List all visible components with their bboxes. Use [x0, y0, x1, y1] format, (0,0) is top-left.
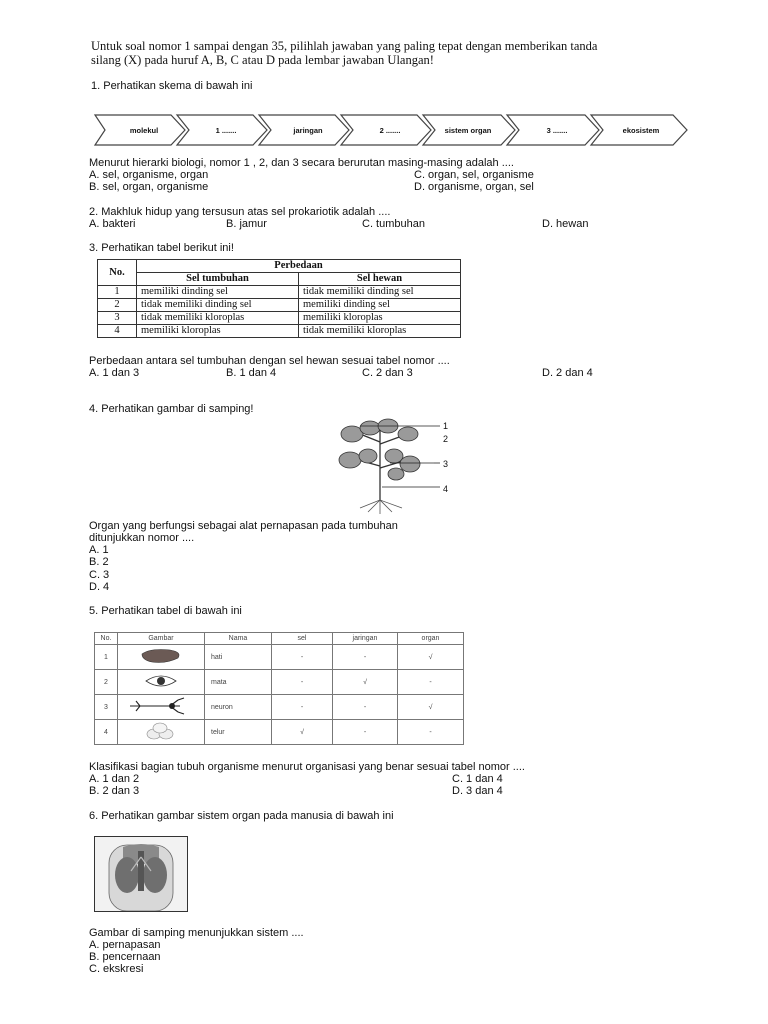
- q5-option-c[interactable]: C. 1 dan 4: [452, 773, 503, 785]
- q3-row-animal: tidak memiliki dinding sel: [299, 286, 461, 299]
- schema-label-1: 1 .......: [215, 125, 237, 135]
- q3-row-plant: memiliki kloroplas: [137, 325, 299, 338]
- plant-label-3: 3: [443, 459, 449, 469]
- q5-row-no: 4: [95, 720, 118, 745]
- schema-label-3: 3 .......: [546, 125, 568, 135]
- q5-row-organ: √: [398, 695, 464, 720]
- q5-row-no: 2: [95, 670, 118, 695]
- q5-row-jaringan: √: [333, 670, 398, 695]
- table-row: [98, 325, 461, 338]
- q5-row-sel: -: [272, 645, 333, 670]
- instructions-line-2: silang (X) pada huruf A, B, C atau D pada lembar jawaban Ulangan!: [91, 53, 434, 67]
- plant-label-2: 2: [443, 434, 449, 444]
- q6-question: Gambar di samping menunjukkan sistem ....: [89, 927, 304, 939]
- q1-option-a[interactable]: A. sel, organisme, organ: [89, 169, 209, 181]
- schema-label-2: 2 .......: [379, 125, 401, 135]
- q5-row-nama: telur: [205, 720, 272, 745]
- q3-row-no: 2: [98, 299, 137, 312]
- hierarchy-schema: [93, 113, 689, 147]
- q1-question: Menurut hierarki biologi, nomor 1 , 2, dan 3 secara berurutan masing-masing adalah ....: [89, 157, 514, 169]
- q3-row-animal: memiliki dinding sel: [299, 299, 461, 312]
- q3-header-no: No.: [98, 260, 137, 286]
- q3-row-plant: memiliki dinding sel: [137, 286, 299, 299]
- q3-table: [97, 259, 461, 338]
- q5-header-nama: Nama: [205, 633, 272, 645]
- q6-option-c[interactable]: C. ekskresi: [89, 963, 144, 975]
- table-row: [95, 645, 464, 670]
- q5-row-jaringan: -: [333, 720, 398, 745]
- q5-header-organ: organ: [398, 633, 464, 645]
- q3-row-plant: tidak memiliki dinding sel: [137, 299, 299, 312]
- q5-row-no: 1: [95, 645, 118, 670]
- q5-row-sel: -: [272, 670, 333, 695]
- q1-option-d[interactable]: D. organisme, organ, sel: [414, 181, 534, 193]
- schema-label-sistem-organ: sistem organ: [444, 125, 492, 135]
- q2-option-b[interactable]: B. jamur: [226, 218, 267, 230]
- q4-option-b[interactable]: B. 2: [89, 556, 109, 568]
- q6-option-a[interactable]: A. pernapasan: [89, 939, 161, 951]
- q2-option-c[interactable]: C. tumbuhan: [362, 218, 425, 230]
- q3-row-plant: tidak memiliki kloroplas: [137, 312, 299, 325]
- q5-row-organ: -: [398, 670, 464, 695]
- q4-question-line-1: Organ yang berfungsi sebagai alat pernapasan pada tumbuhan: [89, 520, 398, 532]
- eye-image: [118, 670, 205, 695]
- q3-row-animal: memiliki kloroplas: [299, 312, 461, 325]
- table-row: [98, 299, 461, 312]
- table-row: [95, 695, 464, 720]
- q4-option-d[interactable]: D. 4: [89, 581, 110, 593]
- table-row: [98, 312, 461, 325]
- q2-question: 2. Makhluk hidup yang tersusun atas sel prokariotik adalah ....: [89, 206, 391, 218]
- plant-roots: [360, 500, 402, 514]
- q5-option-d[interactable]: D. 3 dan 4: [452, 785, 503, 797]
- q5-row-sel: √: [272, 720, 333, 745]
- q5-row-jaringan: -: [333, 695, 398, 720]
- q3-row-no: 1: [98, 286, 137, 299]
- q3-option-c[interactable]: C. 2 dan 3: [362, 367, 413, 379]
- q5-row-no: 3: [95, 695, 118, 720]
- q4-question-line-2: ditunjukkan nomor ....: [89, 532, 195, 544]
- table-row: [95, 670, 464, 695]
- q3-row-animal: tidak memiliki kloroplas: [299, 325, 461, 338]
- q3-option-b[interactable]: B. 1 dan 4: [226, 367, 277, 379]
- eggs-image: [118, 720, 205, 745]
- q5-row-sel: -: [272, 695, 333, 720]
- q5-header-no: No.: [95, 633, 118, 645]
- instructions-line-1: Untuk soal nomor 1 sampai dengan 35, pilihlah jawaban yang paling tepat dengan memberikan tanda: [91, 39, 598, 53]
- q3-option-a[interactable]: A. 1 dan 3: [89, 367, 140, 379]
- q6-option-b[interactable]: B. pencernaan: [89, 951, 161, 963]
- q5-option-a[interactable]: A. 1 dan 2: [89, 773, 140, 785]
- q4-option-c[interactable]: C. 3: [89, 569, 110, 581]
- q2-option-d[interactable]: D. hewan: [542, 218, 589, 230]
- q1-option-c[interactable]: C. organ, sel, organisme: [414, 169, 534, 181]
- table-row: [95, 720, 464, 745]
- liver-image: [118, 645, 205, 670]
- q3-row-no: 4: [98, 325, 137, 338]
- q5-header-sel: sel: [272, 633, 333, 645]
- neuron-image: [118, 695, 205, 720]
- plant-label-1: 1: [443, 421, 449, 431]
- table-row: [98, 286, 461, 299]
- q5-row-nama: hati: [205, 645, 272, 670]
- q5-row-nama: neuron: [205, 695, 272, 720]
- organ-system-image: [94, 836, 188, 912]
- q3-option-d[interactable]: D. 2 dan 4: [542, 367, 593, 379]
- q5-header-gambar: Gambar: [118, 633, 205, 645]
- q5-option-b[interactable]: B. 2 dan 3: [89, 785, 140, 797]
- q5-header-jaringan: jaringan: [333, 633, 398, 645]
- q3-header-animal: Sel hewan: [299, 273, 461, 286]
- q3-prompt: 3. Perhatikan tabel berikut ini!: [89, 242, 234, 254]
- q5-prompt: 5. Perhatikan tabel di bawah ini: [89, 605, 242, 617]
- q5-row-nama: mata: [205, 670, 272, 695]
- q3-question: Perbedaan antara sel tumbuhan dengan sel hewan sesuai tabel nomor ....: [89, 355, 450, 367]
- q4-prompt: 4. Perhatikan gambar di samping!: [89, 403, 254, 415]
- q5-row-organ: -: [398, 720, 464, 745]
- q4-option-a[interactable]: A. 1: [89, 544, 109, 556]
- q6-prompt: 6. Perhatikan gambar sistem organ pada manusia di bawah ini: [89, 810, 394, 822]
- q5-table: [94, 632, 464, 745]
- schema-label-jaringan: jaringan: [293, 125, 323, 135]
- q3-header-group: Perbedaan: [137, 260, 461, 273]
- q3-header-plant: Sel tumbuhan: [137, 273, 299, 286]
- plant-label-4: 4: [443, 484, 449, 494]
- q1-prompt: 1. Perhatikan skema di bawah ini: [91, 80, 253, 92]
- q1-option-b[interactable]: B. sel, organ, organisme: [89, 181, 209, 193]
- plant-illustration: [330, 414, 460, 516]
- q5-question: Klasifikasi bagian tubuh organisme menurut organisasi yang benar sesuai tabel nomor ....: [89, 761, 525, 773]
- q5-row-organ: √: [398, 645, 464, 670]
- schema-label-ekosistem: ekosistem: [622, 125, 660, 135]
- q5-row-jaringan: -: [333, 645, 398, 670]
- schema-label-molekul: molekul: [129, 125, 159, 135]
- q3-row-no: 3: [98, 312, 137, 325]
- q2-option-a[interactable]: A. bakteri: [89, 218, 136, 230]
